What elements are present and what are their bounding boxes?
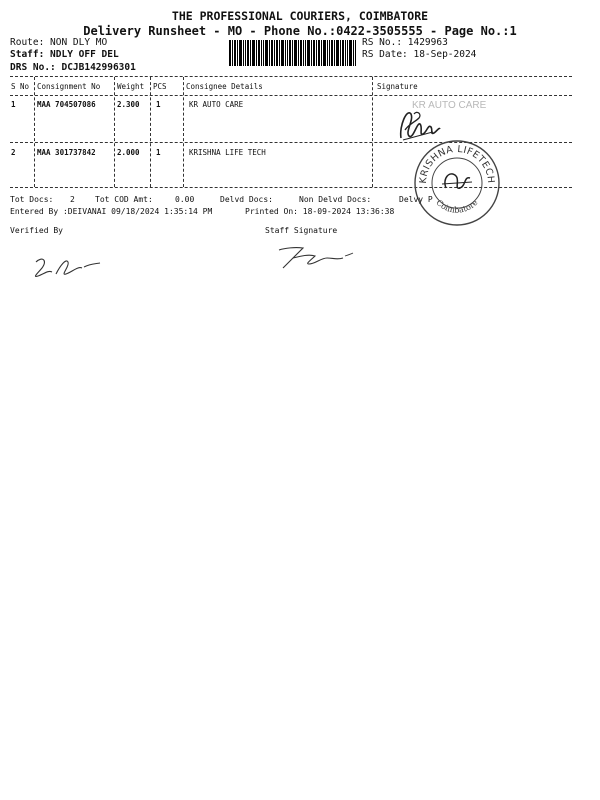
staff-signature-label: Staff Signature xyxy=(265,226,338,235)
header-consignment-no: Consignment No xyxy=(37,82,101,91)
barcode-image xyxy=(229,40,356,66)
row-consignee: KRISHNA LIFE TECH xyxy=(189,148,266,157)
header-consignee-details: Consignee Details xyxy=(186,82,263,91)
auto-care-stamp: KR AUTO CARE xyxy=(412,100,487,111)
column-divider xyxy=(114,77,115,187)
tot-docs-value: 2 xyxy=(70,195,75,204)
column-divider xyxy=(34,77,35,187)
column-divider xyxy=(183,77,184,187)
verified-by-signature xyxy=(28,252,103,282)
delvy-label: Delvy P xyxy=(399,195,433,204)
tot-cod-value: 0.00 xyxy=(175,195,195,204)
table-top-rule xyxy=(10,76,572,77)
tot-docs-label: Tot Docs: xyxy=(10,195,54,204)
header-bottom-rule xyxy=(10,95,572,96)
row-sno: 1 xyxy=(11,100,16,109)
header-sno: S No xyxy=(11,82,30,91)
row-weight: 2.300 xyxy=(117,100,140,109)
rs-date: RS Date: 18-Sep-2024 xyxy=(362,49,477,60)
tot-cod-label: Tot COD Amt: xyxy=(95,195,153,204)
company-title: THE PROFESSIONAL COURIERS, COIMBATORE xyxy=(171,9,429,23)
row-consignment-no: MAA 704507086 xyxy=(37,100,96,109)
header-pcs: PCS xyxy=(153,82,167,91)
printed-on: Printed On: 18-09-2024 13:36:38 xyxy=(245,207,395,216)
row-pcs: 1 xyxy=(156,100,161,109)
verified-by-label: Verified By xyxy=(10,226,63,235)
route-field: Route: NON DLY MO xyxy=(10,37,108,48)
rs-number: RS No.: 1429963 xyxy=(362,37,448,48)
column-divider xyxy=(150,77,151,187)
row-consignee: KR AUTO CARE xyxy=(189,100,244,109)
svg-text:KRISHNA LIFETECH: KRISHNA LIFETECH xyxy=(417,143,497,185)
header-weight: Weight xyxy=(117,82,145,91)
row-consignment-no: MAA 301737842 xyxy=(37,148,96,157)
staff-field: Staff: NDLY OFF DEL xyxy=(10,49,119,60)
runsheet-subtitle: Delivery Runsheet - MO - Phone No.:0422-3505555 - Page No.:1 xyxy=(83,24,517,38)
svg-text:Coimbatore: Coimbatore xyxy=(434,197,480,215)
krishna-lifetech-seal xyxy=(412,138,502,228)
staff-signature xyxy=(275,244,355,272)
delvd-docs-label: Delvd Docs: xyxy=(220,195,273,204)
column-divider xyxy=(372,77,373,187)
non-delvd-docs-label: Non Delvd Docs: xyxy=(299,195,372,204)
row-pcs: 1 xyxy=(156,148,161,157)
header-signature: Signature xyxy=(377,82,418,91)
drs-number: DRS No.: DCJB142996301 xyxy=(10,62,136,73)
entered-by: Entered By :DEIVANAI 09/18/2024 1:35:14 PM xyxy=(10,207,213,216)
row-weight: 2.000 xyxy=(117,148,140,157)
row-sno: 2 xyxy=(11,148,16,157)
